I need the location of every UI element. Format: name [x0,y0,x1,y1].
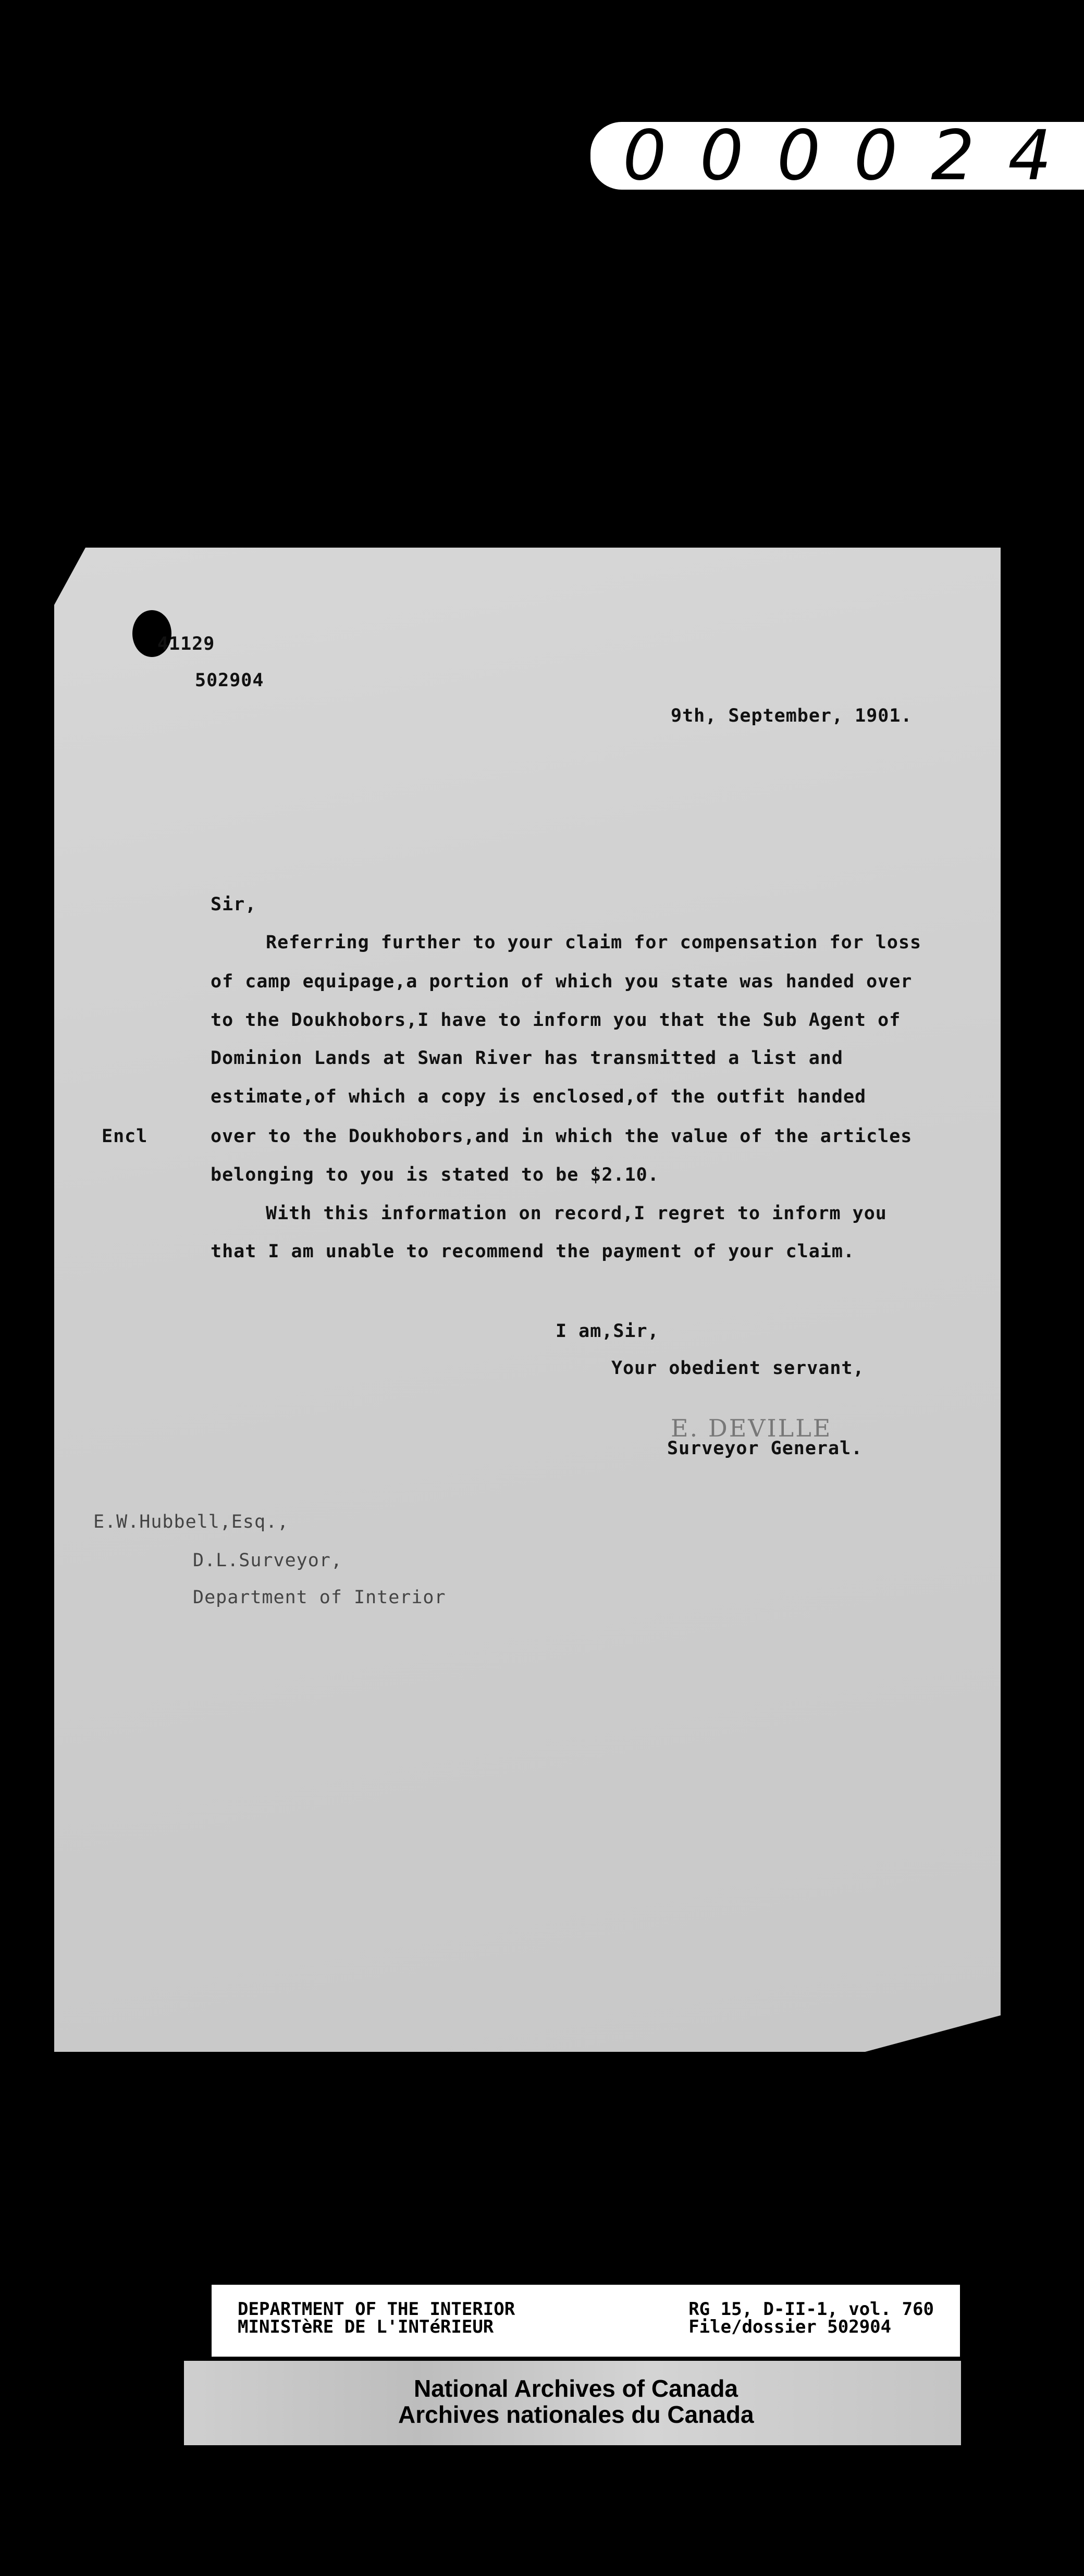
frame-digit: 0 [854,116,898,196]
archive-label [212,2285,960,2357]
margin-note: Encl [102,1126,148,1147]
frame-digit: 0 [622,116,667,196]
body-line: to the Doukhobors,I have to inform you that the Sub Agent of [211,1010,901,1031]
body-line: Dominion Lands at Swan River has transmitted a list and [211,1048,843,1069]
frame-digit: 0 [699,116,744,196]
file-dossier: File/dossier 502904 [688,2317,892,2337]
file-reference: 41129 [157,634,215,654]
addressee-title: D.L.Surveyor, [193,1550,342,1571]
salutation: Sir, [211,894,257,915]
department-en: DEPARTMENT OF THE INTERIOR [238,2299,515,2320]
archives-name-fr: Archives nationales du Canada [398,2401,754,2428]
frame-digit: 2 [931,116,975,196]
closing: Your obedient servant, [611,1358,865,1379]
body-line: Referring further to your claim for compensation for loss [266,932,922,953]
signature-stamp: E. DEVILLE [671,1414,832,1442]
body-line: over to the Doukhobors,and in which the value of the articles [211,1126,913,1147]
record-group: RG 15, D-II-1, vol. 760 [688,2299,934,2320]
file-reference: 502904 [195,670,264,691]
body-line: estimate,of which a copy is enclosed,of the outfit handed [211,1086,867,1107]
frame-digit: 0 [777,116,821,196]
frame-counter [590,116,1084,196]
letter-date: 9th, September, 1901. [671,705,913,726]
archives-name-en: National Archives of Canada [414,2375,738,2402]
signer-title: Surveyor General. [667,1438,863,1459]
body-line: With this information on record,I regret to inform you [266,1203,887,1224]
body-line: that I am unable to recommend the payment of your claim. [211,1241,855,1262]
letter-page [54,548,1001,2052]
closing: I am,Sir, [556,1321,659,1342]
addressee-department: Department of Interior [193,1587,446,1608]
archives-banner [184,2361,961,2445]
frame-digit: 4 [1008,116,1052,196]
department-fr: MINISTèRE DE L'INTéRIEUR [238,2317,494,2337]
body-line: belonging to you is stated to be $2.10. [211,1165,659,1185]
body-line: of camp equipage,a portion of which you state was handed over [211,971,913,992]
page-curl [865,2015,1001,2052]
page-curl [54,548,85,605]
addressee-name: E.W.Hubbell,Esq., [93,1512,289,1532]
